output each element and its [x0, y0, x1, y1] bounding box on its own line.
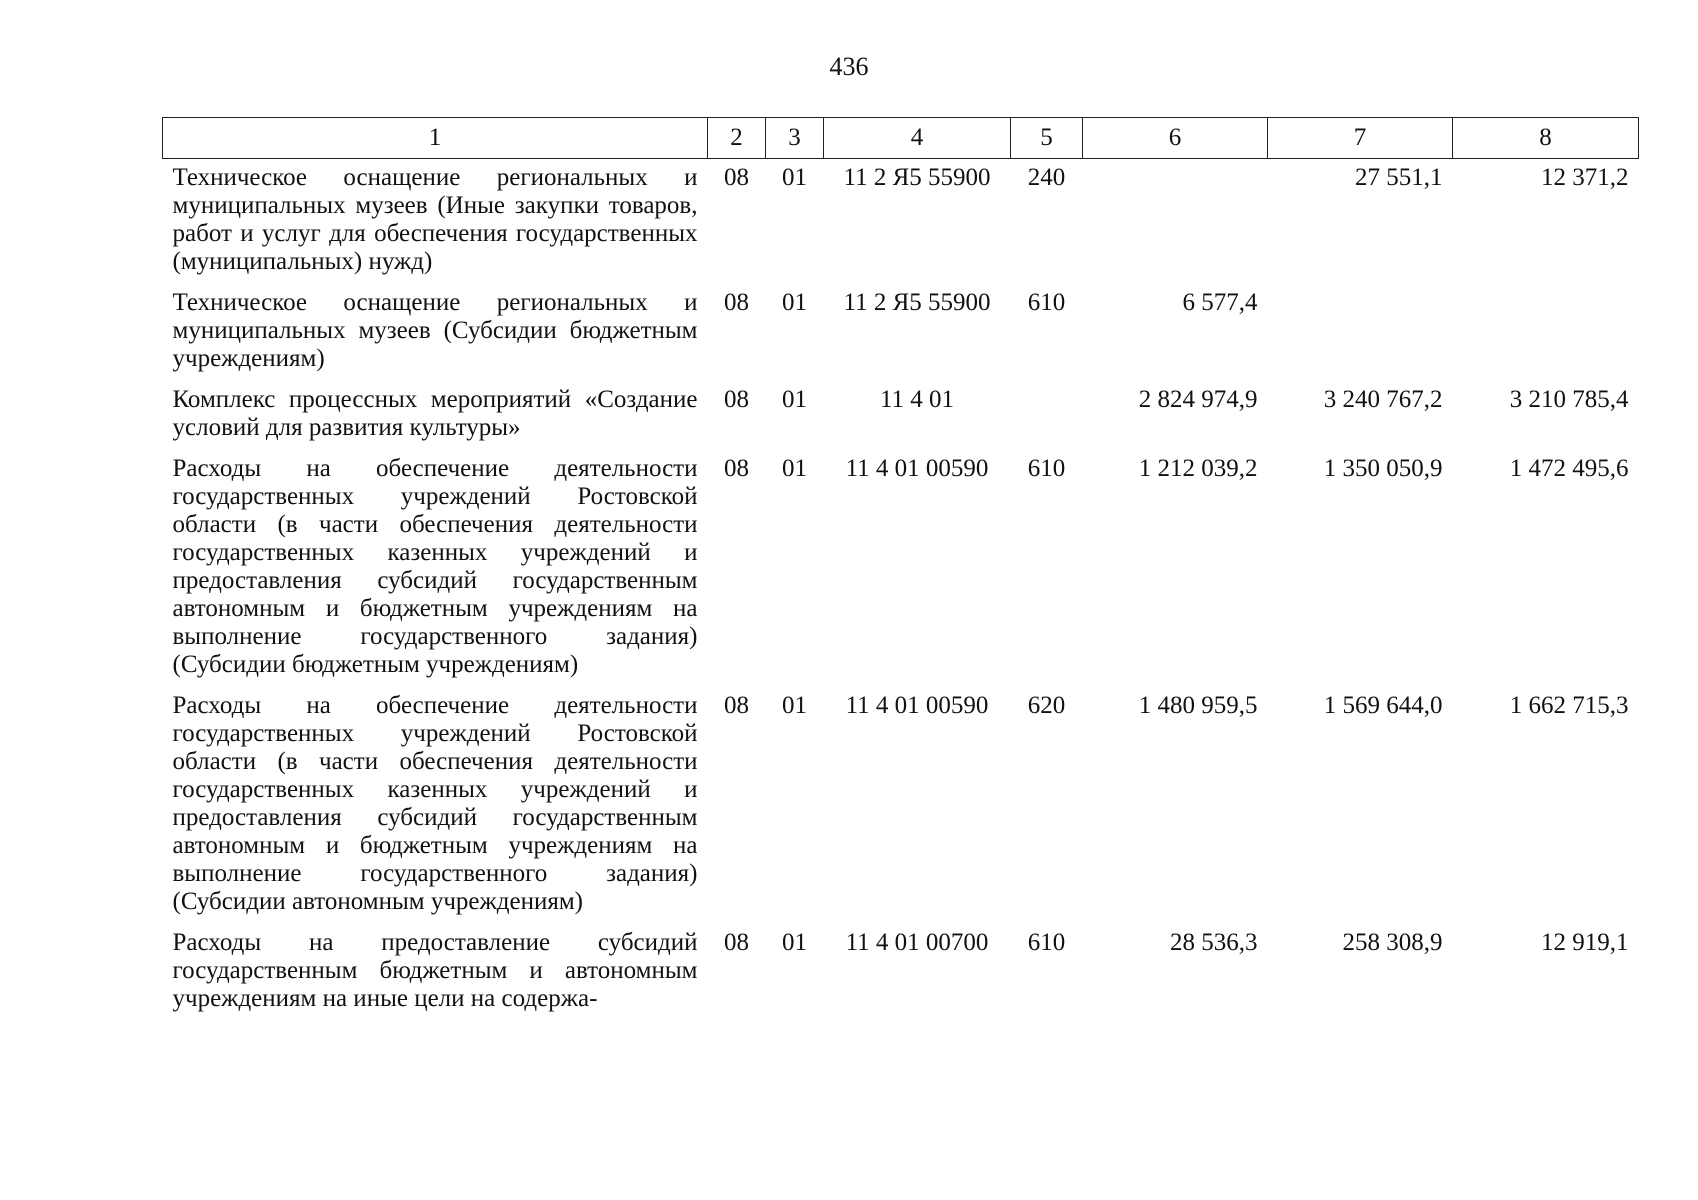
table-row	[163, 450, 1639, 687]
header-cell-6: 6	[1083, 118, 1268, 159]
row-value-col6: 2 824 974,9	[1138, 386, 1258, 413]
row-target-article: 11 4 01 00590	[845, 455, 989, 482]
row-value-col7	[1268, 284, 1453, 381]
row-value-col8: 12 919,1	[1541, 929, 1629, 956]
table-row	[163, 381, 1639, 450]
row-value-col6: 1 480 959,5	[1138, 692, 1258, 719]
row-value-col7: 27 551,1	[1355, 164, 1443, 191]
row-subsection: 01	[782, 455, 807, 482]
header-cell-1: 1	[163, 118, 708, 159]
row-section: 08	[724, 692, 749, 719]
table-row	[163, 159, 1639, 285]
table-header	[163, 118, 1639, 159]
row-value-col6: 6 577,4	[1182, 289, 1258, 316]
header-cell-3: 3	[766, 118, 824, 159]
row-description: Расходы на обеспечение деятельности государственных учреждений Ростовской области (в части обеспечения деятельности государственных казенных учреждений и предоставления субсидий государственным автономным и бюджетным учреждениям на выполнение государственного задания) (Субсидии автономным учреждениям)	[172, 692, 698, 915]
row-target-article: 11 2 Я5 55900	[843, 289, 991, 316]
row-section: 08	[724, 929, 749, 956]
row-subsection: 01	[782, 929, 807, 956]
row-expense-type	[1011, 381, 1083, 450]
row-value-col6: 1 212 039,2	[1138, 455, 1258, 482]
header-cell-5: 5	[1011, 118, 1083, 159]
row-target-article: 11 4 01 00700	[845, 929, 989, 956]
header-cell-8: 8	[1453, 118, 1639, 159]
row-target-article: 11 4 01	[879, 386, 955, 413]
row-expense-type: 610	[1027, 289, 1066, 316]
row-value-col8: 3 210 785,4	[1509, 386, 1629, 413]
row-subsection: 01	[782, 692, 807, 719]
header-row	[163, 118, 1639, 159]
header-cell-4: 4	[824, 118, 1011, 159]
budget-table	[162, 117, 1639, 1021]
row-target-article: 11 4 01 00590	[845, 692, 989, 719]
row-value-col7: 1 350 050,9	[1323, 455, 1443, 482]
row-value-col8: 12 371,2	[1541, 164, 1629, 191]
row-expense-type: 240	[1027, 164, 1066, 191]
row-value-col7: 3 240 767,2	[1323, 386, 1443, 413]
row-section: 08	[724, 289, 749, 316]
row-value-col6	[1083, 159, 1268, 285]
page-number: 436	[829, 52, 869, 81]
row-value-col7: 258 308,9	[1342, 929, 1443, 956]
row-expense-type: 610	[1027, 929, 1066, 956]
row-description: Техническое оснащение региональных и муниципальных музеев (Иные закупки товаров, работ и услуг для обеспечения государственных (муниципальных) нужд)	[172, 164, 698, 275]
row-expense-type: 620	[1027, 692, 1066, 719]
row-description: Расходы на обеспечение деятельности государственных учреждений Ростовской области (в части обеспечения деятельности государственных казенных учреждений и предоставления субсидий государственным автономным и бюджетным учреждениям на выполнение государственного задания) (Субсидии бюджетным учреждениям)	[172, 455, 698, 678]
row-value-col8	[1453, 284, 1639, 381]
table-row	[163, 924, 1639, 1021]
header-cell-2: 2	[708, 118, 766, 159]
row-section: 08	[724, 386, 749, 413]
row-section: 08	[724, 164, 749, 191]
row-subsection: 01	[782, 386, 807, 413]
row-value-col6: 28 536,3	[1170, 929, 1258, 956]
row-subsection: 01	[782, 289, 807, 316]
table-body	[163, 159, 1639, 1022]
row-subsection: 01	[782, 164, 807, 191]
table-row	[163, 284, 1639, 381]
row-description: Расходы на предоставление субсидий государственным бюджетным и автономным учреждениям на иные цели на содержа-	[172, 929, 698, 1012]
row-expense-type: 610	[1027, 455, 1066, 482]
row-description: Комплекс процессных мероприятий «Создание условий для развития культуры»	[172, 386, 698, 441]
header-cell-7: 7	[1268, 118, 1453, 159]
row-description: Техническое оснащение региональных и муниципальных музеев (Субсидии бюджетным учреждениям)	[172, 289, 698, 372]
table-row	[163, 687, 1639, 924]
row-value-col8: 1 472 495,6	[1509, 455, 1629, 482]
row-value-col7: 1 569 644,0	[1323, 692, 1443, 719]
row-section: 08	[724, 455, 749, 482]
row-value-col8: 1 662 715,3	[1509, 692, 1629, 719]
row-target-article: 11 2 Я5 55900	[843, 164, 991, 191]
